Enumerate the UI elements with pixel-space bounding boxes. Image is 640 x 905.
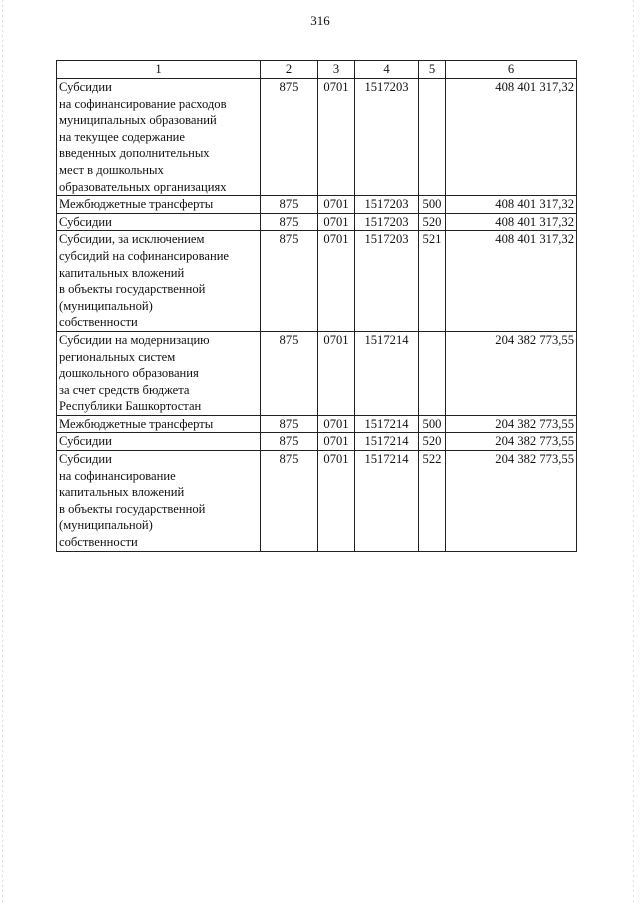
row-col-5: 500 bbox=[419, 196, 446, 214]
header-col-5: 5 bbox=[419, 61, 446, 79]
row-col-2: 875 bbox=[261, 433, 318, 451]
table-row bbox=[57, 213, 577, 231]
row-col-3: 0701 bbox=[318, 451, 355, 552]
row-col-5 bbox=[419, 331, 446, 415]
page-number: 316 bbox=[310, 13, 330, 28]
row-col-3: 0701 bbox=[318, 415, 355, 433]
row-col-5: 520 bbox=[419, 213, 446, 231]
row-amount: 204 382 773,55 bbox=[446, 331, 577, 415]
row-col-2: 875 bbox=[261, 231, 318, 332]
header-row bbox=[57, 61, 577, 79]
table-row bbox=[57, 331, 577, 415]
row-col-4: 1517214 bbox=[355, 451, 419, 552]
row-col-4: 1517203 bbox=[355, 213, 419, 231]
row-col-4: 1517214 bbox=[355, 331, 419, 415]
scan-edge-right bbox=[633, 0, 634, 905]
row-col-2: 875 bbox=[261, 331, 318, 415]
row-name: Субсидии на софинансирование расходов муниципальных образований на текущее содержание введенных дополнительных мест в дошкольных образовательных организациях bbox=[57, 79, 261, 196]
row-name: Межбюджетные трансферты bbox=[57, 196, 261, 214]
row-amount: 204 382 773,55 bbox=[446, 415, 577, 433]
row-name: Субсидии, за исключением субсидий на софинансирование капитальных вложений в объекты государственной (муниципальной) собственности bbox=[57, 231, 261, 332]
row-amount: 408 401 317,32 bbox=[446, 213, 577, 231]
budget-table bbox=[56, 60, 577, 552]
row-col-4: 1517214 bbox=[355, 415, 419, 433]
header-col-2: 2 bbox=[261, 61, 318, 79]
row-amount: 408 401 317,32 bbox=[446, 196, 577, 214]
row-col-5: 521 bbox=[419, 231, 446, 332]
row-col-3: 0701 bbox=[318, 433, 355, 451]
table-row bbox=[57, 79, 577, 196]
row-col-5: 520 bbox=[419, 433, 446, 451]
row-name: Субсидии на софинансирование капитальных вложений в объекты государственной (муниципальной) собственности bbox=[57, 451, 261, 552]
row-name: Субсидии bbox=[57, 213, 261, 231]
row-col-4: 1517203 bbox=[355, 196, 419, 214]
row-col-2: 875 bbox=[261, 451, 318, 552]
table-row bbox=[57, 231, 577, 332]
row-name: Субсидии bbox=[57, 433, 261, 451]
header-col-1: 1 bbox=[57, 61, 261, 79]
header-col-4: 4 bbox=[355, 61, 419, 79]
row-amount: 408 401 317,32 bbox=[446, 79, 577, 196]
scan-edge-left bbox=[2, 0, 3, 905]
row-amount: 204 382 773,55 bbox=[446, 451, 577, 552]
row-col-3: 0701 bbox=[318, 196, 355, 214]
row-col-3: 0701 bbox=[318, 331, 355, 415]
row-col-4: 1517203 bbox=[355, 231, 419, 332]
table-row bbox=[57, 433, 577, 451]
row-name: Субсидии на модернизацию региональных систем дошкольного образования за счет средств бюджета Республики Башкортостан bbox=[57, 331, 261, 415]
table-row bbox=[57, 451, 577, 552]
row-col-3: 0701 bbox=[318, 79, 355, 196]
row-col-5 bbox=[419, 79, 446, 196]
table-row bbox=[57, 196, 577, 214]
row-col-4: 1517203 bbox=[355, 79, 419, 196]
row-col-5: 500 bbox=[419, 415, 446, 433]
row-col-2: 875 bbox=[261, 196, 318, 214]
header-col-6: 6 bbox=[446, 61, 577, 79]
row-col-5: 522 bbox=[419, 451, 446, 552]
row-col-2: 875 bbox=[261, 415, 318, 433]
row-col-3: 0701 bbox=[318, 213, 355, 231]
row-col-2: 875 bbox=[261, 79, 318, 196]
table-row bbox=[57, 415, 577, 433]
row-col-2: 875 bbox=[261, 213, 318, 231]
row-col-4: 1517214 bbox=[355, 433, 419, 451]
row-amount: 204 382 773,55 bbox=[446, 433, 577, 451]
header-col-3: 3 bbox=[318, 61, 355, 79]
row-col-3: 0701 bbox=[318, 231, 355, 332]
row-name: Межбюджетные трансферты bbox=[57, 415, 261, 433]
row-amount: 408 401 317,32 bbox=[446, 231, 577, 332]
